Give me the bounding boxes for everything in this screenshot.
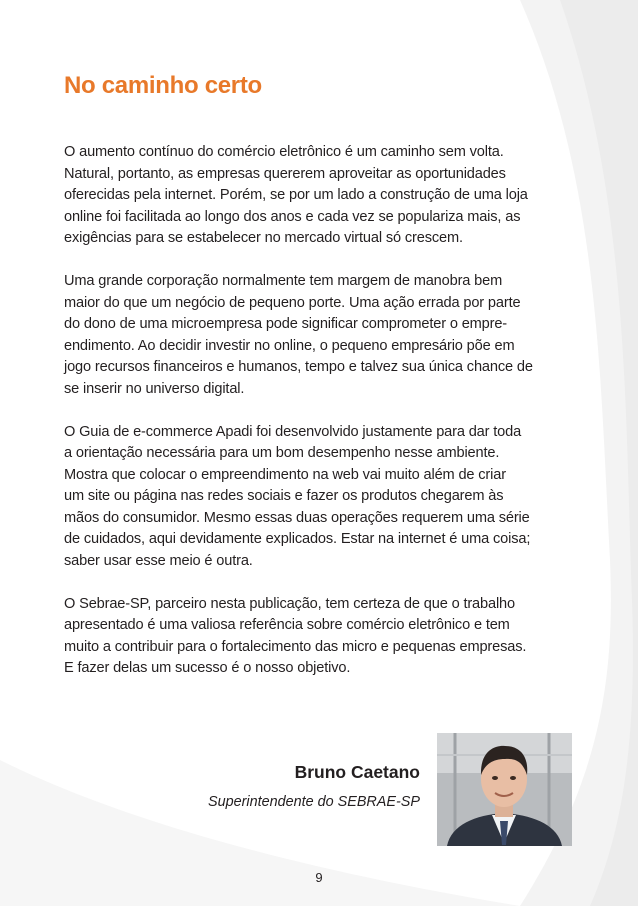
page-number: 9 [315, 870, 323, 885]
signature-role: Superintendente do SEBRAE-SP [208, 794, 420, 810]
portrait-photo [437, 733, 572, 846]
paragraph: O aumento contínuo do comércio eletrônico é um caminho sem volta. Natural, portanto, as empresas quererem aproveitar as oportunidades oferecidas pela internet. Porém, se por um lado a construção de uma loja online foi facilitada ao longo dos anos e cada vez se populariza mais, as exigências para se estabelecer no mercado virtual só crescem. [64, 144, 528, 246]
signature-name: Bruno Caetano [294, 762, 420, 782]
paragraph: Uma grande corporação normalmente tem margem de manobra bem maior do que um negócio de pequeno porte. Uma ação errada por parte do dono de uma microempresa pode significar comprometer o empre- endimento. Ao decidir investir no online, o pequeno empresário põe em jogo recursos financeiros e humanos, tempo e talvez sua única chance de se inserir no universo digital. [64, 273, 533, 397]
paragraph: O Sebrae-SP, parceiro nesta publicação, tem certeza de que o trabalho apresentado é uma valiosa referência sobre comércio eletrônico e tem muito a contribuir para o fortalecimento das micro e pequenas empresas. E fazer delas um sucesso é o nosso objetivo. [64, 595, 527, 676]
body-text [64, 142, 584, 701]
page-title: No caminho certo [64, 72, 262, 99]
paragraph: O Guia de e-commerce Apadi foi desenvolvido justamente para dar toda a orientação necessária para um bom desempenho nesse ambiente. Mostra que colocar o empreendimento na web vai muito além de criar um site ou página nas redes sociais e fazer os produtos chegarem às mãos do consumidor. Mesmo essas duas operações requerem uma série de cuidados, aqui devidamente explicados. Estar na internet é uma coisa; saber usar esse meio é outra. [64, 423, 531, 569]
